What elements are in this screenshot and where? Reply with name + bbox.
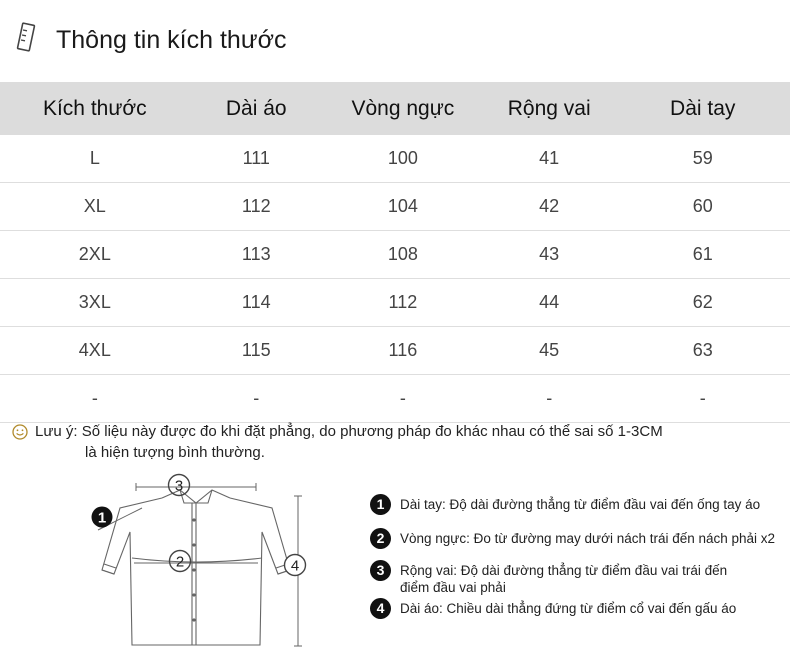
table-cell: 42	[483, 183, 616, 231]
table-cell: 111	[190, 135, 323, 183]
svg-text:1: 1	[97, 509, 107, 527]
table-cell: 116	[323, 327, 483, 375]
table-cell: 63	[615, 327, 790, 375]
svg-text:4: 4	[290, 557, 300, 575]
column-header: Dài tay	[615, 82, 790, 135]
legend-text: Dài áo: Chiều dài thẳng đứng từ điểm cổ vai đến gấu áo	[400, 601, 737, 616]
legend-text: Vòng ngực: Đo từ đường may dưới nách trái đến nách phải x2	[400, 531, 776, 546]
svg-text:2: 2	[175, 553, 185, 571]
table-cell: 3XL	[0, 279, 190, 327]
shirt-outline	[102, 490, 290, 645]
table-cell: 59	[615, 135, 790, 183]
table-cell: 4XL	[0, 327, 190, 375]
smiley-icon	[12, 424, 28, 440]
buttons	[192, 518, 195, 621]
number-2-icon: 2	[370, 528, 391, 549]
table-cell: 112	[323, 279, 483, 327]
note-text-continued: là hiện tượng bình thường.	[85, 444, 265, 461]
table-cell: 45	[483, 327, 616, 375]
table-cell: 112	[190, 183, 323, 231]
table-cell: 43	[483, 231, 616, 279]
marker-4	[285, 555, 306, 576]
column-header: Dài áo	[190, 82, 323, 135]
column-header: Rộng vai	[483, 82, 616, 135]
table-cell: XL	[0, 183, 190, 231]
table-cell: 104	[323, 183, 483, 231]
number-3-icon: 3	[370, 560, 391, 581]
size-table	[0, 82, 790, 423]
table-cell: 108	[323, 231, 483, 279]
legend-text: Rộng vai: Độ dài đường thẳng từ điểm đầu vai trái đến điểm đầu vai phải	[400, 563, 728, 595]
table-cell: 114	[190, 279, 323, 327]
number-1-icon: 1	[370, 494, 391, 515]
table-row	[0, 327, 790, 375]
table-cell: 61	[615, 231, 790, 279]
page-title: Thông tin kích thước	[56, 26, 287, 54]
table-row	[0, 135, 790, 183]
table-header-row	[0, 82, 790, 135]
table-row	[0, 183, 790, 231]
shirt-measurement-diagram	[80, 470, 330, 655]
table-cell: -	[615, 375, 790, 423]
table-cell: 60	[615, 183, 790, 231]
svg-text:3: 3	[174, 477, 184, 495]
table-cell: 62	[615, 279, 790, 327]
table-row	[0, 375, 790, 423]
table-cell: -	[0, 375, 190, 423]
legend-text: Dài tay: Độ dài đường thẳng từ điểm đầu vai đến ống tay áo	[400, 497, 761, 512]
table-cell: 113	[190, 231, 323, 279]
header	[0, 0, 790, 82]
marker-3	[169, 475, 190, 496]
table-row	[0, 279, 790, 327]
table-cell: 100	[323, 135, 483, 183]
table-cell: -	[323, 375, 483, 423]
table-cell: L	[0, 135, 190, 183]
column-header: Kích thước	[0, 82, 190, 135]
number-4-icon: 4	[370, 598, 391, 619]
table-row	[0, 231, 790, 279]
table-cell: 44	[483, 279, 616, 327]
table-cell: 41	[483, 135, 616, 183]
note-text: Lưu ý: Số liệu này được đo khi đặt phẳng, do phương pháp đo khác nhau có thể sai số 1-3CM	[35, 423, 663, 440]
table-cell: 2XL	[0, 231, 190, 279]
column-header: Vòng ngực	[323, 82, 483, 135]
ruler-icon	[14, 22, 40, 52]
table-cell: 115	[190, 327, 323, 375]
marker-1	[92, 507, 113, 528]
table-cell: -	[483, 375, 616, 423]
table-cell: -	[190, 375, 323, 423]
